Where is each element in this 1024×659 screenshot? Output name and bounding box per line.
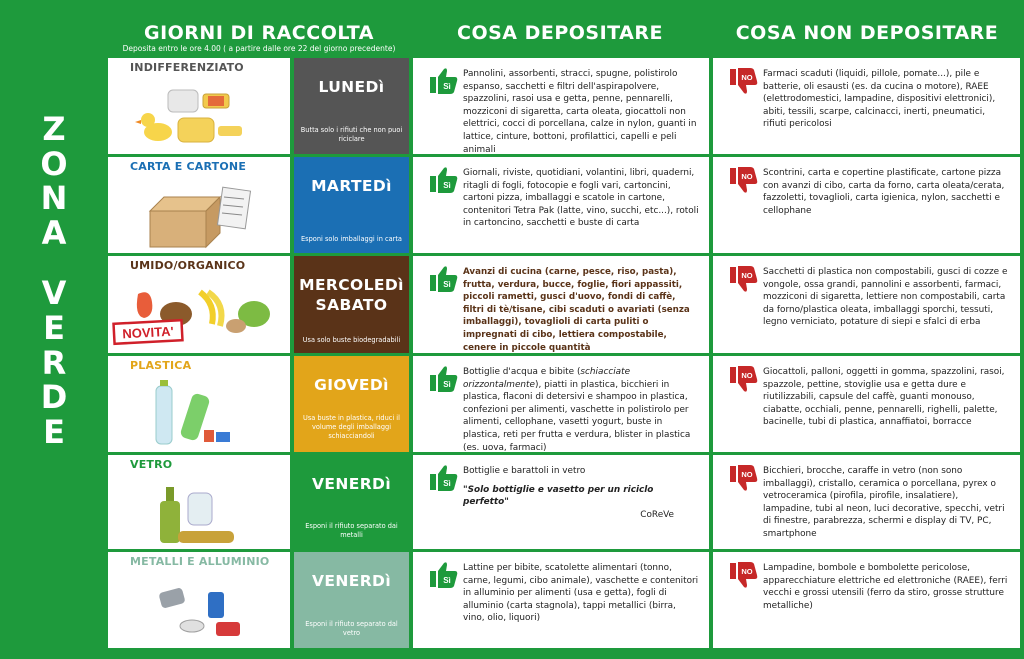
row-carta [108,157,1024,253]
carta-illustration [108,175,290,253]
day-cell [294,58,409,154]
day-cell [294,256,409,353]
day-name: VENERDì [311,572,392,590]
thumbs-down-icon [728,67,758,95]
plastica-illustration [108,374,290,452]
zone-letter: O [40,144,68,183]
no-badge-label: NO [741,73,753,82]
day-name: GIOVEDì [314,376,389,394]
yes-badge-label: Sì [443,576,451,585]
no-deposit-cell [713,552,1020,648]
category-title: CARTA E CARTONE [130,160,247,173]
category-cell [108,356,290,452]
category-title: VETRO [130,458,173,471]
no-deposit-cell [713,157,1020,253]
umido-illustration [108,274,290,353]
day-note: Esponi il rifiuto separato dai metalli [305,522,398,539]
thumbs-down-icon [728,166,758,194]
no-badge-label: NO [741,172,753,181]
day-cell [294,552,409,648]
thumbs-up-icon [428,365,458,393]
yes-badge-label: Sì [443,380,451,389]
header-giorni: GIORNI DI RACCOLTA [143,22,374,44]
thumbs-down-icon [728,464,758,492]
category-title: METALLI E ALLUMINIO [130,555,270,568]
deposit-text-part: Bottiglie d'acqua e bibite ( [463,367,581,377]
vetro-illustration [108,473,290,549]
zone-letter: D [40,378,68,417]
deposit-cell [413,455,709,549]
zone-title [0,112,108,449]
quote-source: CoReVe [640,509,674,520]
header-cosa-depositare: COSA DEPOSITARE [457,22,663,44]
deposit-text-part: ), piatti in plastica, bicchieri in plastica, flaconi di detersivi e shampoo in plastica, confezioni per alimenti, vaschette in polistirolo per alimenti, cellophane, vasetti yogurt, buste in plastica, reti per frutta e verdura, blister in plastica (es. uova, farmaci) [463,379,691,453]
table-header [108,0,1024,58]
zone-letter: E [43,412,65,451]
category-title: PLASTICA [130,359,192,372]
category-cell [108,157,290,253]
category-title: UMIDO/ORGANICO [130,259,246,272]
no-deposit-cell [713,58,1020,154]
no-deposit-cell [713,455,1020,549]
row-vetro [108,455,1024,549]
no-deposit-cell [713,356,1020,452]
no-deposit-text: Lampadine, bombole e bombolette pericolose, apparecchiature elettriche ed elettroniche (RAEE), ferri vecchi e grossi utensili (ferro da stiro, grosse strutture metalliche) [763,563,1008,611]
row-metalli [108,552,1024,648]
deposit-text: Pannolini, assorbenti, stracci, spugne, polistirolo espanso, sacchetti e filtri dell'aspirapolvere, spazzolini, rasoi usa e getta, penne, pennarelli, mozziconi di sigaretta, carta oleata, giocattoli non elettrici, cocci di porcellana, calze in nylon, guanti in lattice, cinture, bottoni, profilattici, capelli e peli animali [463,69,697,155]
deposit-text-main: Bottiglie e barattoli in vetro [463,466,586,476]
category-cell [108,256,290,353]
indifferenziato-illustration [108,76,290,154]
day-name: VENERDì [311,475,392,493]
day-cell [294,455,409,549]
category-cell [108,455,290,549]
header-cosa-non-depositare: COSA NON DEPOSITARE [735,22,999,44]
metalli-illustration [108,570,290,648]
day-note: Butta solo i rifiuti che non puoi riciclare [300,126,403,143]
thumbs-down-icon [728,265,758,293]
deposit-cell [413,157,709,253]
zone-letter: R [41,343,67,382]
day-cell [294,157,409,253]
deposit-text: Avanzi di cucina (carne, pesce, riso, pasta), frutta, verdura, bucce, foglie, fiori appassiti, piccoli rametti, gusci d'uovo, fondi di caffè, filtri di tè/tisane, cibi scaduti o avariati (senza imballaggi), tovaglioli di carta puliti o impregnati di cibo, lettiera compostabile, cenere in piccole quantità [463,267,690,353]
no-deposit-cell [713,256,1020,353]
deposit-text-emphasis: schiacciate orizzontalmente [463,367,631,390]
no-badge-label: NO [741,470,753,479]
day-cell [294,356,409,452]
no-badge-label: NO [741,271,753,280]
day-name-2: SABATO [315,296,388,314]
row-indifferenziato [108,58,1024,154]
yes-badge-label: Sì [443,280,451,289]
zone-letter: N [40,179,68,218]
coreve-quote: "Solo bottiglie e vasetto per un riciclo perfetto" [463,484,654,508]
thumbs-up-icon [428,166,458,194]
zone-letter: Z [42,110,66,148]
zone-letter: E [43,308,65,347]
thumbs-up-icon [428,464,458,492]
deposit-cell [413,552,709,648]
no-badge-label: NO [741,371,753,380]
thumbs-up-icon [428,265,458,293]
deposit-text [463,465,699,521]
yes-badge-label: Sì [443,82,451,91]
thumbs-up-icon [428,561,458,589]
thumbs-down-icon [728,561,758,589]
thumbs-up-icon [428,67,458,95]
deposit-cell [413,58,709,154]
day-note: Esponi il rifiuto separato dal vetro [305,620,398,637]
no-badge-label: NO [741,567,753,576]
day-name-1: MERCOLEDì [299,276,404,294]
header-deposit-note: Deposita entro le ore 4.00 ( a partire dalle ore 22 del giorno precedente) [122,44,396,53]
category-title: INDIFFERENZIATO [130,61,244,74]
deposit-cell [413,256,709,353]
yes-badge-label: Sì [443,479,451,488]
novita-stamp: NOVITA' [122,323,175,342]
deposit-text [463,366,699,454]
thumbs-down-icon [728,365,758,393]
deposit-text: Lattine per bibite, scatolette alimentari (tonno, carne, legumi, cibo animale), vaschette e contenitori in alluminio per alimenti (usa e getta), fogli di alluminio (carta stagnola), tappi metallici (birra, vino, olio, liquori) [463,563,699,624]
category-cell [108,58,290,154]
category-cell [108,552,290,648]
zone-letter: A [41,213,67,252]
no-deposit-text: Giocattoli, palloni, oggetti in gomma, spazzolini, rasoi, spazzole, pettine, stoviglie usa e getta dure e riutilizzabili, capsule del caffè, guanti monouso, ciabatte, occhiali, penne, pennarelli, righelli, palette, bacinelle, tubi di plastica, annaffiatoi, borracce [763,367,1005,428]
day-note: Usa solo buste biodegradabili [302,336,401,344]
zone-letter: V [41,274,67,313]
deposit-text: Giornali, riviste, quotidiani, volantini, libri, quaderni, ritagli di fogli, fotocopie e fogli vari, cartoncini, cartoni pizza, imballaggi e scatole in cartone, contenitori Tetra Pak (latte, vino, succhi, etc...), rotoli in cartoncino, sacchetti e buste di carta [463,168,699,229]
no-deposit-text: Scontrini, carta e copertine plastificate, cartone pizza con avanzi di cibo, carta da forno, carta oleata/cerata, fazzoletti, tovaglioli, carta igienica, nylon, sacchetti e cellophane [763,168,1005,216]
day-name: MARTEDì [311,177,392,195]
no-deposit-text: Farmaci scaduti (liquidi, pillole, pomate...), pile e batterie, oli esausti (es. da cucina o motore), RAEE (elettrodomestici, lampadine, dispositivi elettronici), abiti, tessili, scarpe, calcinacci, inerti, pneumatici, rifiuti pericolosi [763,69,996,130]
yes-badge-label: Sì [443,181,451,190]
no-deposit-text: Sacchetti di plastica non compostabili, gusci di cozze e vongole, ossa grandi, pannolini e assorbenti, farmaci, mozziconi di sigaretta, lettiere non compostabili, carta da forno/plastica oleata, imballaggi sporchi, tessuti, legno verniciato, potature di siepi e sfalci di erba [763,267,1008,328]
no-deposit-text: Bicchieri, brocche, caraffe in vetro (non sono imballaggi), cristallo, ceramica o porcellana, pyrex o vetroceramica (pirofila, pirofile, insalatiere), lampadine, tubi al neon, luci decorative, specchi, vetri di finestre, parabrezza, schermi e display di TV, PC, smartphone [763,466,1005,539]
row-plastica [108,356,1024,452]
day-name: LUNEDì [318,78,385,96]
day-note: Esponi solo imballaggi in carta [301,235,402,243]
zone-sidebar [0,0,108,659]
row-umido [108,256,1024,353]
day-note: Usa buste in plastica, riduci il volume degli imballaggi schiacciandoli [303,414,400,440]
deposit-cell [413,356,709,452]
